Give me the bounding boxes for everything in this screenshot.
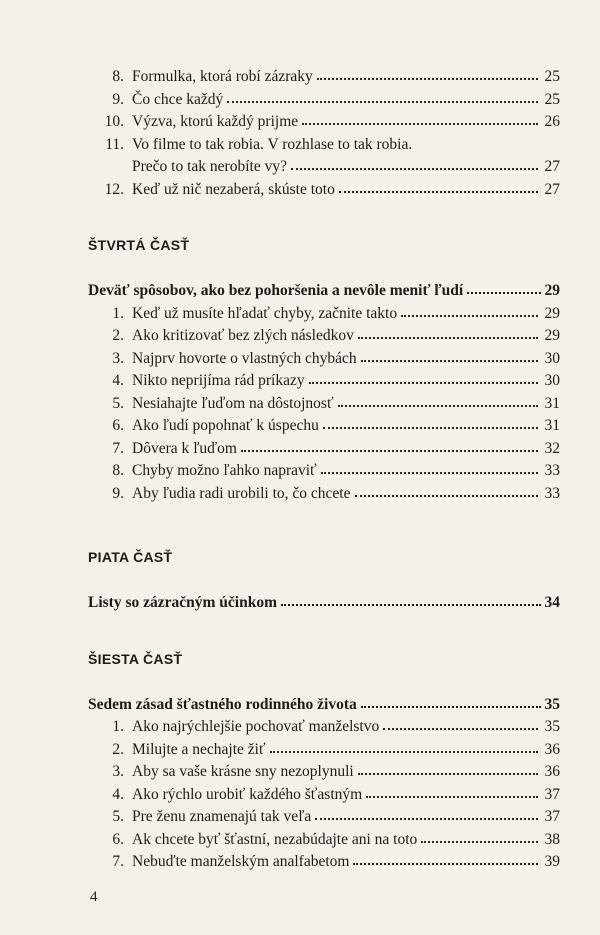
chapter-title: Sedem zásad šťastného rodinného života bbox=[88, 695, 357, 713]
entry-title: Aby ľudia radi urobili to, čo chcete bbox=[132, 484, 351, 502]
entry-page: 25 bbox=[544, 68, 560, 85]
toc-entry bbox=[88, 460, 560, 483]
entry-title-continued: Prečo to tak nerobíte vy? bbox=[132, 158, 287, 175]
entry-title: Vo filme to tak robia. V rozhlase to tak robia. bbox=[132, 135, 413, 153]
entry-page: 26 bbox=[544, 113, 560, 130]
dot-leader bbox=[361, 697, 541, 709]
toc-entry bbox=[88, 325, 560, 348]
dot-leader bbox=[421, 832, 538, 844]
entry-number: 7. bbox=[112, 439, 124, 457]
entry-page: 37 bbox=[544, 808, 560, 825]
dot-leader bbox=[317, 69, 538, 81]
toc-entry bbox=[88, 179, 560, 202]
toc-entry bbox=[88, 415, 560, 438]
dot-leader bbox=[281, 595, 540, 607]
entry-page: 33 bbox=[544, 484, 560, 502]
entry-title: Pre ženu znamenajú tak veľa bbox=[132, 808, 312, 825]
toc-entry bbox=[88, 806, 560, 829]
page-number: 4 bbox=[90, 889, 98, 905]
entry-number: 9. bbox=[112, 90, 124, 108]
dot-leader bbox=[291, 159, 538, 171]
chapter-heading bbox=[88, 592, 560, 615]
toc-entry bbox=[88, 348, 560, 371]
dot-leader bbox=[315, 809, 538, 821]
entry-number: 12. bbox=[104, 180, 124, 198]
entry-number: 5. bbox=[112, 808, 124, 825]
entry-title: Chyby možno ľahko napraviť bbox=[132, 462, 317, 479]
entry-page: 25 bbox=[544, 90, 560, 108]
dot-leader bbox=[321, 463, 538, 475]
dot-leader bbox=[361, 351, 538, 363]
dot-leader bbox=[339, 182, 538, 194]
chapter-title: Deväť spôsobov, ako bez pohoršenia a nevôle meniť ľudí bbox=[88, 282, 464, 299]
entry-page: 38 bbox=[544, 830, 560, 848]
entry-page: 30 bbox=[544, 349, 560, 367]
part-heading: ŠTVRTÁ ČASŤ bbox=[88, 237, 190, 253]
entry-number: 2. bbox=[112, 327, 124, 344]
entry-number: 8. bbox=[112, 462, 124, 479]
entry-title: Keď už musíte hľadať chyby, začnite takto bbox=[132, 304, 398, 322]
toc-entry bbox=[88, 111, 560, 134]
dot-leader bbox=[227, 92, 538, 104]
entry-title: Nebuďte manželským analfabetom bbox=[132, 853, 350, 870]
entry-title: Výzva, ktorú každý prijme bbox=[132, 113, 299, 130]
entry-title: Ako rýchlo urobiť každého šťastným bbox=[132, 785, 363, 803]
entry-number: 9. bbox=[112, 484, 124, 502]
toc-block-continued bbox=[88, 66, 560, 201]
entry-page: 27 bbox=[544, 158, 560, 175]
entry-page: 29 bbox=[544, 327, 560, 344]
chapter-page: 34 bbox=[544, 594, 560, 611]
entry-number: 11. bbox=[105, 135, 124, 153]
dot-leader bbox=[338, 396, 538, 408]
dot-leader bbox=[353, 854, 538, 866]
table-of-contents bbox=[88, 66, 560, 874]
toc-entry bbox=[88, 483, 560, 506]
toc-entry bbox=[88, 370, 560, 393]
entry-page: 29 bbox=[544, 304, 560, 322]
entry-number: 10. bbox=[104, 113, 124, 130]
toc-entry bbox=[88, 851, 560, 874]
entry-title: Nesiahajte ľuďom na dôstojnosť bbox=[132, 394, 334, 412]
entry-title: Ako kritizovať bez zlých následkov bbox=[132, 327, 354, 344]
entry-page: 39 bbox=[544, 853, 560, 870]
toc-entry bbox=[88, 716, 560, 739]
dot-leader bbox=[383, 719, 538, 731]
entry-title: Formulka, ktorá robí zázraky bbox=[132, 68, 313, 85]
entry-title: Dôvera k ľuďom bbox=[132, 439, 237, 457]
toc-entry bbox=[88, 739, 560, 762]
part-heading: PIATA ČASŤ bbox=[88, 549, 173, 565]
entry-title: Nikto neprijíma rád príkazy bbox=[132, 372, 305, 389]
entry-page: 30 bbox=[544, 372, 560, 389]
chapter-title: Listy so zázračným účinkom bbox=[88, 594, 278, 611]
dot-leader bbox=[355, 486, 539, 498]
entry-page: 31 bbox=[544, 394, 560, 412]
entry-number: 6. bbox=[112, 830, 124, 848]
entry-page: 36 bbox=[544, 740, 560, 758]
chapter-page: 35 bbox=[544, 695, 560, 713]
dot-leader bbox=[241, 441, 538, 453]
dot-leader bbox=[358, 328, 538, 340]
entry-number: 6. bbox=[112, 417, 124, 434]
entry-number: 3. bbox=[112, 763, 124, 780]
dot-leader bbox=[302, 114, 538, 126]
entry-number: 1. bbox=[112, 718, 124, 735]
chapter-heading bbox=[88, 280, 560, 303]
entry-number: 8. bbox=[112, 68, 124, 85]
toc-entry bbox=[88, 134, 560, 157]
part-heading: ŠIESTA ČASŤ bbox=[88, 650, 183, 667]
toc-entry bbox=[88, 393, 560, 416]
dot-leader bbox=[467, 283, 540, 295]
chapter-page: 29 bbox=[544, 282, 560, 299]
toc-entry bbox=[88, 89, 560, 112]
toc-entry bbox=[88, 784, 560, 807]
entry-title: Milujte a nechajte žiť bbox=[132, 740, 266, 758]
entry-page: 33 bbox=[544, 462, 560, 479]
toc-entry-continued-line bbox=[88, 156, 560, 179]
toc-entry bbox=[88, 66, 560, 89]
entry-page: 35 bbox=[544, 718, 560, 735]
entry-number: 4. bbox=[112, 372, 124, 389]
entry-title: Ako ľudí popohnať k úspechu bbox=[132, 417, 319, 434]
entry-number: 1. bbox=[112, 304, 124, 322]
entry-number: 4. bbox=[112, 785, 124, 803]
entry-number: 7. bbox=[112, 853, 124, 870]
entry-page: 36 bbox=[544, 763, 560, 780]
entry-title: Čo chce každý bbox=[132, 90, 224, 108]
toc-entry bbox=[88, 761, 560, 784]
entry-page: 27 bbox=[544, 180, 560, 198]
entry-title: Keď už nič nezaberá, skúste toto bbox=[132, 180, 335, 198]
entry-title: Najprv hovorte o vlastných chybách bbox=[132, 349, 357, 367]
dot-leader bbox=[270, 742, 538, 754]
dot-leader bbox=[309, 373, 538, 385]
entry-title: Ak chcete byť šťastní, nezabúdajte ani na toto bbox=[132, 830, 418, 848]
dot-leader bbox=[323, 418, 538, 430]
toc-entry bbox=[88, 303, 560, 326]
entry-title: Aby sa vaše krásne sny nezoplynuli bbox=[132, 763, 354, 780]
dot-leader bbox=[401, 306, 538, 318]
entry-number: 5. bbox=[112, 394, 124, 412]
entry-page: 31 bbox=[544, 417, 560, 434]
dot-leader bbox=[366, 787, 538, 799]
entry-number: 3. bbox=[112, 349, 124, 367]
dot-leader bbox=[358, 764, 538, 776]
entry-page: 32 bbox=[544, 439, 560, 457]
entry-number: 2. bbox=[112, 740, 124, 758]
toc-entry bbox=[88, 829, 560, 852]
toc-entry bbox=[88, 438, 560, 461]
entry-page: 37 bbox=[544, 785, 560, 803]
chapter-heading bbox=[88, 694, 560, 717]
entry-title: Ako najrýchlejšie pochovať manželstvo bbox=[132, 718, 380, 735]
